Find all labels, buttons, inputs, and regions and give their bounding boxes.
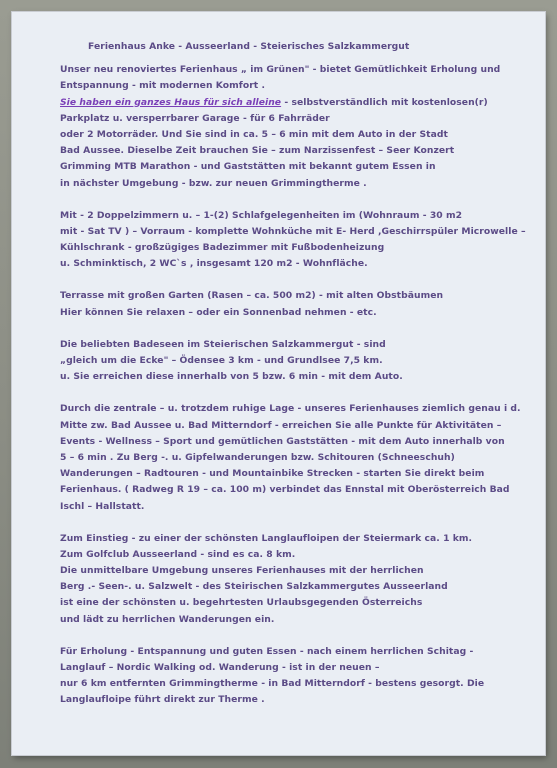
text-line: „gleich um die Ecke" – Ödensee 3 km - und Grundlsee 7,5 km. bbox=[60, 355, 383, 367]
text-line: Zum Golfclub Ausseerland - sind es ca. 8 km. bbox=[60, 548, 296, 560]
text-line: Mitte zw. Bad Aussee u. Bad Mitterndorf - erreichen Sie alle Punkte für Aktivitäten – bbox=[60, 419, 502, 431]
text-line: Events - Wellness – Sport und gemütlichen Gaststätten - mit dem Auto innerhalb von bbox=[60, 435, 505, 447]
text-line: nur 6 km entfernten Grimmingtherme - in Bad Mitterndorf - bestens gesorgt. Die bbox=[60, 678, 485, 690]
paragraph bbox=[60, 337, 530, 386]
text-line: Grimming MTB Marathon - und Gaststätten mit bekannt gutem Essen in bbox=[60, 161, 436, 173]
text-line: Unser neu renoviertes Ferienhaus „ im Grünen" - bietet Gemütlichkeit Erholung und bbox=[60, 64, 501, 76]
text-line-highlighted bbox=[60, 95, 530, 111]
paragraph bbox=[60, 531, 530, 628]
paragraph bbox=[60, 62, 530, 192]
text-line: Kühlschrank - großzügiges Badezimmer mit Fußbodenheizung bbox=[60, 242, 385, 254]
text-line: Langlaufloipe führt direkt zur Therme . bbox=[60, 694, 265, 706]
document-body bbox=[60, 39, 530, 725]
paragraph bbox=[60, 644, 530, 709]
text-line: Hier können Sie relaxen – oder ein Sonnenbad nehmen - etc. bbox=[60, 306, 377, 318]
text-line: Entspannung - mit modernen Komfort . bbox=[60, 80, 266, 92]
text-line: Ferienhaus. ( Radweg R 19 – ca. 100 m) verbindet das Ennstal mit Oberösterreich Bad bbox=[60, 484, 510, 496]
text-line: u. Sie erreichen diese innerhalb von 5 bzw. 6 min - mit dem Auto. bbox=[60, 371, 403, 383]
text-line: Terrasse mit großen Garten (Rasen – ca. 500 m2) - mit alten Obstbäumen bbox=[60, 290, 444, 302]
paragraph bbox=[60, 288, 530, 320]
text-line: Zum Einstieg - zu einer der schönsten Langlaufloipen der Steiermark ca. 1 km. bbox=[60, 532, 473, 544]
text-line: Parkplatz u. versperrbarer Garage - für 6 Fahrräder bbox=[60, 112, 330, 124]
text-line: Berg .- Seen-. u. Salzwelt - des Steirischen Salzkammergutes Ausseerland bbox=[60, 581, 448, 593]
text-line: u. Schminktisch, 2 WC`s , insgesamt 120 m2 - Wohnfläche. bbox=[60, 258, 368, 270]
text-line: Bad Aussee. Dieselbe Zeit brauchen Sie – zum Narzissenfest – Seer Konzert bbox=[60, 145, 455, 157]
text-line: in nächster Umgebung - bzw. zur neuen Grimmingtherme . bbox=[60, 177, 367, 189]
text-line: ist eine der schönsten u. begehrtesten Urlaubsgegenden Österreichs bbox=[60, 597, 423, 609]
paper-sheet bbox=[12, 12, 545, 755]
document-title: Ferienhaus Anke - Ausseerland - Steierisches Salzkammergut bbox=[88, 41, 410, 52]
text-line: Für Erholung - Entspannung und guten Essen - nach einem herrlichen Schitag - bbox=[60, 645, 474, 657]
text-line: und lädt zu herrlichen Wanderungen ein. bbox=[60, 613, 275, 625]
paragraph bbox=[60, 401, 530, 514]
paragraph-list bbox=[60, 62, 530, 708]
text-line: Wanderungen – Radtouren - und Mountainbike Strecken - starten Sie direkt beim bbox=[60, 468, 485, 480]
text-line: Langlauf – Nordic Walking od. Wanderung - ist in der neuen – bbox=[60, 662, 380, 674]
text-line: Mit - 2 Doppelzimmern u. – 1-(2) Schlafgelegenheiten im (Wohnraum - 30 m2 bbox=[60, 209, 463, 221]
highlighted-phrase: Sie haben ein ganzes Haus für sich alleine bbox=[60, 96, 282, 108]
text-line: 5 – 6 min . Zu Berg -. u. Gipfelwanderungen bzw. Schitouren (Schneeschuh) bbox=[60, 451, 455, 463]
text-line: Die beliebten Badeseen im Steierischen Salzkammergut - sind bbox=[60, 338, 386, 350]
paragraph bbox=[60, 208, 530, 273]
text-line: Ischl – Hallstatt. bbox=[60, 500, 145, 512]
text-line: oder 2 Motorräder. Und Sie sind in ca. 5 – 6 min mit dem Auto in der Stadt bbox=[60, 128, 448, 140]
text-line: Durch die zentrale – u. trotzdem ruhige Lage - unseres Ferienhauses ziemlich genau i d. bbox=[60, 403, 521, 415]
text-line: Die unmittelbare Umgebung unseres Ferienhauses mit der herrlichen bbox=[60, 565, 424, 577]
highlighted-line-rest: - selbstverständlich mit kostenlosen(r) bbox=[281, 96, 488, 108]
text-line: mit - Sat TV ) – Vorraum - komplette Wohnküche mit E- Herd ,Geschirrspüler Microwelle – bbox=[60, 225, 526, 237]
